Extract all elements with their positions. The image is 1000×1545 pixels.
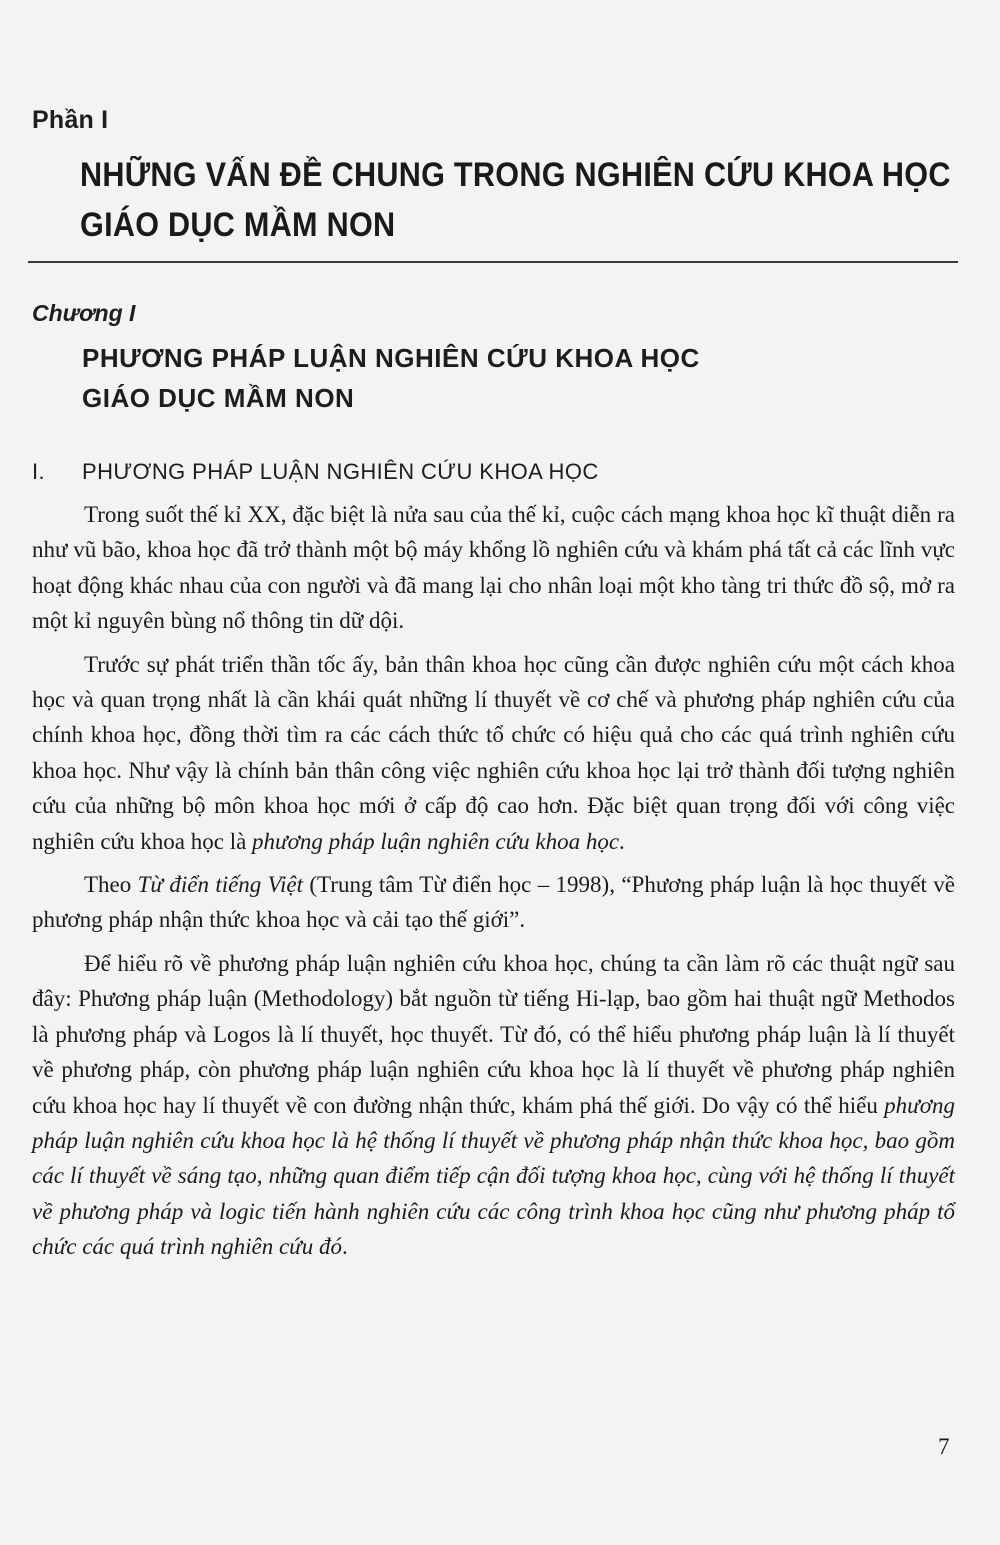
part-title-line-1: NHỮNG VẤN ĐỀ CHUNG TRONG NGHIÊN CỨU KHOA HỌC [80,156,951,194]
paragraph-2-end: . [619,828,625,854]
part-title [80,150,951,250]
part-label: Phần I [32,106,109,134]
chapter-title-line-2: GIÁO DỤC MẦM NON [82,383,355,413]
section-heading [32,459,952,485]
paragraph-1: Trong suốt thế kỉ XX, đặc biệt là nửa sau của thế kỉ, cuộc cách mạng khoa học kĩ thuật diễn ra như vũ bão, khoa học đã trở thành một bộ máy khổng lồ nghiên cứu và khám phá tất cả các lĩnh vực hoạt động khác nhau của con người và đã mang lại cho nhân loại một kho tàng tri thức đồ sộ, mở ra một kỉ nguyên bùng nổ thông tin dữ dội. [32,502,955,634]
paragraph-2-emphasis: phương pháp luận nghiên cứu khoa học [252,828,620,854]
paragraph-4-end: . [341,1234,348,1260]
section-title: PHƯƠNG PHÁP LUẬN NGHIÊN CỨU KHOA HỌC [82,459,599,484]
paragraph-4-text: Để hiểu rõ về phương pháp luận nghiên cứu khoa học, chúng ta cần làm rõ các thuật ngữ sau đây: Phương pháp luận (Methodology) bắt nguồn từ tiếng Hi-lạp, bao gồm hai thuật ngữ Methodos là phương pháp và Logos là lí thuyết, học thuyết. Từ đó, có thể hiểu phương pháp luận là lí thuyết về phương pháp, còn phương pháp luận nghiên cứu khoa học là lí thuyết về phương pháp nghiên cứu khoa học hay lí thuyết về con đường nhận thức, khám phá thế giới. Do vậy có thể hiểu [32,950,955,1118]
paragraph-4-emphasis: phương pháp luận nghiên cứu khoa học là hệ thống lí thuyết về phương pháp nhận thức khoa học, bao gồm các lí thuyết về sáng tạo, những quan điểm tiếp cận đối tượng khoa học, cùng với hệ thống lí thuyết về phương pháp và logic tiến hành nghiên cứu các công trình khoa học cũng như phương pháp tổ chức các quá trình nghiên cứu đó [32,1092,955,1260]
chapter-title [82,338,962,418]
body-text [32,497,955,1273]
paragraph-2-text: Trước sự phát triển thần tốc ấy, bản thân khoa học cũng cần được nghiên cứu một cách khoa học và quan trọng nhất là cần khái quát những lí thuyết về cơ chế và phương pháp nghiên cứu của chính khoa học, đồng thời tìm ra các cách thức tổ chức có hiệu quả cho các quá trình nghiên cứu khoa học. Như vậy là chính bản thân công việc nghiên cứu khoa học lại trở thành đối tượng nghiên cứu của những bộ môn khoa học mới ở cấp độ cao hơn. Đặc biệt quan trọng đối với công việc nghiên cứu khoa học là [32,651,955,854]
paragraph-3-start: Theo [84,872,138,898]
part-title-line-2: GIÁO DỤC MẦM NON [80,206,396,244]
paragraph-3-emphasis: Từ điển tiếng Việt [137,872,304,898]
paragraph-3-end: (Trung tâm Từ điển học – 1998), “Phương pháp luận là học thuyết về phương pháp nhận thức khoa học và cải tạo thế giới”. [32,872,955,933]
chapter-title-line-1: PHƯƠNG PHÁP LUẬN NGHIÊN CỨU KHOA HỌC [82,343,700,373]
paragraph-4 [32,946,955,1265]
chapter-label: Chương I [32,300,136,326]
section-number: I. [32,459,46,484]
paragraph-3 [32,867,955,938]
page-number: 7 [938,1434,950,1459]
title-divider [28,261,958,263]
paragraph-2 [32,647,955,859]
